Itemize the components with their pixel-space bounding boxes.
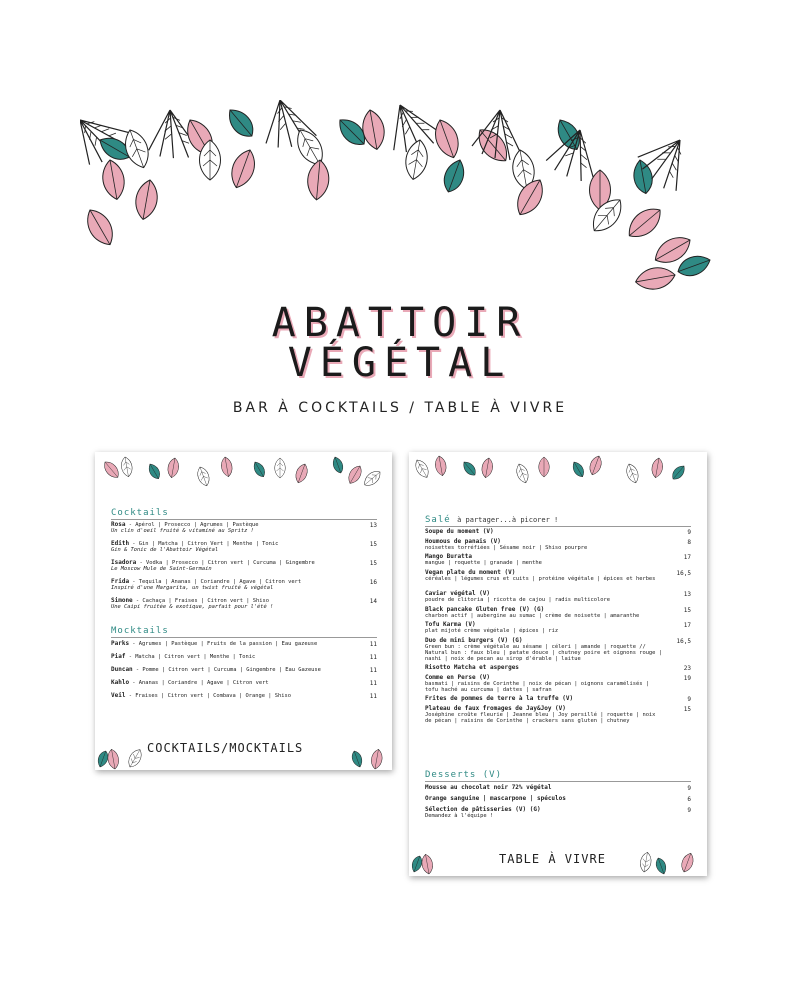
menu-item-price: 23 xyxy=(683,665,691,672)
menu-item-ingredients: - Vodka | Prosecco | Citron vert | Curcuma | Gingembre xyxy=(136,560,315,566)
menu-item-name: Black pancake Gluten free (V) (G) xyxy=(425,605,545,613)
menu-item-price: 16,5 xyxy=(676,637,691,645)
menu-item-price: 13 xyxy=(683,591,691,598)
menu-item-name: Duo de mini burgers (V) (G) xyxy=(425,636,523,644)
menu-item xyxy=(425,529,665,535)
menu-item-description: Joséphine croûte fleurie | Jeanne bleu | Joy persillé | roquette | noix de pécan | raisins de Corinthe | crackers sans gluten | chutney xyxy=(425,711,656,725)
menu-item-name: Rosa xyxy=(111,521,126,528)
menu-item xyxy=(425,785,665,791)
menu-item-description: mangue | roquette | granade | menthe xyxy=(425,560,542,567)
menu-item xyxy=(425,696,665,702)
menu-item xyxy=(425,807,665,820)
card2-foliage-bottom xyxy=(409,822,707,876)
sale-rule xyxy=(425,526,691,527)
hero-foliage-banner xyxy=(80,100,720,300)
menu-item xyxy=(425,591,665,604)
menu-item-price: 15 xyxy=(683,705,691,713)
desserts-rule xyxy=(425,781,691,782)
cocktails-card-footer: COCKTAILS/MOCKTAILS xyxy=(147,741,304,755)
menu-item-name: Houmous de panais (V) xyxy=(425,537,501,545)
menu-item-name: Comme en Perse (V) xyxy=(425,673,491,681)
menu-item-price: 11 xyxy=(369,641,377,648)
foliage-illustration xyxy=(80,100,720,300)
menu-item-description: céréales | légumes crus et cuits | protéine végétale | épices et herbes xyxy=(425,575,656,582)
menu-item xyxy=(425,675,665,694)
menu-item-price: 19 xyxy=(683,674,691,682)
mocktails-section-title: Mocktails xyxy=(111,626,169,636)
menu-item-name: Vegan plate du moment (V) xyxy=(425,568,516,576)
food-menu-card xyxy=(409,452,707,876)
menu-item-name: Parks xyxy=(111,640,130,647)
menu-item xyxy=(111,541,351,554)
menu-item-price: 11 xyxy=(369,654,377,661)
menu-item-ingredients: - Matcha | Citron vert | Menthe | Tonic xyxy=(125,654,256,660)
menu-item-name: Orange sanguine | mascarpone | spéculos xyxy=(425,795,566,802)
menu-item xyxy=(425,539,665,552)
menu-item xyxy=(425,607,665,620)
menu-item-description: Le Moscow Mule de Saint-Germain xyxy=(111,566,212,573)
cocktails-rule xyxy=(111,519,377,520)
menu-item-name: Caviar végétal (V) xyxy=(425,590,491,597)
menu-item-price: 15 xyxy=(369,560,377,567)
menu-item-price: 9 xyxy=(687,696,691,703)
menu-item xyxy=(425,638,665,663)
cocktails-menu-card xyxy=(95,452,392,770)
menu-item-price: 9 xyxy=(687,529,691,536)
desserts-section-title: Desserts (V) xyxy=(425,770,503,780)
menu-item-name: Frida xyxy=(111,578,130,585)
menu-item-description: plat mijoté crème végétale | épices | riz xyxy=(425,628,559,635)
menu-item-description: Un clin d'oeil fruité & vitaminé au Spritz ! xyxy=(111,528,254,535)
menu-item-ingredients: - Ananas | Coriandre | Agave | Citron vert xyxy=(129,680,269,686)
mocktails-rule xyxy=(111,637,377,638)
card-foliage-top xyxy=(95,452,392,512)
menu-item-price: 13 xyxy=(369,522,377,529)
menu-item-price: 9 xyxy=(687,785,691,792)
menu-item-price: 9 xyxy=(687,807,691,814)
menu-item-name: Edith xyxy=(111,540,130,547)
menu-item xyxy=(111,693,351,699)
menu-item-description: basmati | raisins de Corinthe | noix de pécan | oignons caramélisés | tofu haché au curcuma | dattes | safran xyxy=(425,680,649,694)
menu-item-name: Risotto Matcha et asperges xyxy=(425,664,519,671)
menu-item-price: 14 xyxy=(369,598,377,605)
menu-item-price: 15 xyxy=(683,606,691,614)
menu-item-price: 11 xyxy=(369,680,377,687)
menu-item-name: Duncan xyxy=(111,666,133,673)
menu-item xyxy=(111,598,351,611)
menu-item xyxy=(425,665,665,671)
menu-item-price: 11 xyxy=(369,693,377,700)
menu-item-price: 8 xyxy=(687,538,691,546)
menu-item-ingredients: - Agrumes | Pastèque | Fruits de la passion | Eau gazeuse xyxy=(129,641,318,647)
brand-subtitle: BAR À COCKTAILS / TABLE À VIVRE xyxy=(232,400,568,416)
menu-item-price: 6 xyxy=(687,796,691,803)
menu-item-name: Isadora xyxy=(111,559,137,566)
menu-item-ingredients: - Fraises | Citron vert | Combava | Orange | Shiso xyxy=(125,693,291,699)
menu-item xyxy=(111,560,351,573)
menu-item-description: Demandez à l'équipe ! xyxy=(425,813,494,820)
cocktails-section-title: Cocktails xyxy=(111,508,169,518)
menu-item-name: Tofu Karma (V) xyxy=(425,621,476,628)
menu-item xyxy=(425,796,665,802)
menu-item-name: Mousse au chocolat noir 72% végétal xyxy=(425,784,552,791)
menu-item-ingredients: - Cachaça | Fraises | Citron vert | Shiso xyxy=(132,598,269,604)
menu-item-price: 11 xyxy=(369,667,377,674)
menu-item xyxy=(111,667,351,673)
menu-item-name: Plateau de faux fromages de Jay&Joy (V) xyxy=(425,704,566,712)
menu-item-ingredients: - Pomme | Citron vert | Curcuma | Gingembre | Eau Gazeuse xyxy=(132,667,321,673)
menu-item-price: 16,5 xyxy=(676,569,691,577)
menu-item-name: Mango Buratta xyxy=(425,553,472,560)
menu-item-description: Green bun : crème végétale au sésame | céleri | amande | roquette // Natural bun : faux bleu | patate douce | chutney poire et oignons rouge | nashi | noix de pecan au sirop d'érable | laitue xyxy=(425,643,662,663)
menu-item-price: 15 xyxy=(369,541,377,548)
menu-item-price: 17 xyxy=(683,622,691,629)
menu-item-description: noisettes torréfiées | Sésame noir | Shiso pourpre xyxy=(425,544,588,551)
menu-item xyxy=(425,706,665,725)
menu-item-description: poudre de clitoria | ricotta de cajou | radis multicolore xyxy=(425,597,610,604)
menu-item-description: Gin & Tonic de l'Abattoir Végétal xyxy=(111,547,219,554)
menu-item-name: Kahlo xyxy=(111,679,130,686)
menu-item xyxy=(111,579,351,592)
menu-item-price: 16 xyxy=(369,579,377,586)
food-card-footer: TABLE À VIVRE xyxy=(499,852,606,866)
sale-section-subtitle: à partager...à picorer ! xyxy=(457,516,559,524)
sale-section-title: Salé à partager...à picorer ! xyxy=(425,515,559,525)
menu-item-ingredients: - Apérol | Prosecco | Agrumes | Pastèque xyxy=(125,522,259,528)
menu-item-name: Soupe du moment (V) xyxy=(425,528,494,535)
menu-item-description: charbon actif | aubergine au sumac | crème de noisette | amaranthe xyxy=(425,612,640,619)
brand-title-line2: VÉGÉTAL xyxy=(287,340,513,386)
menu-item-name: Sélection de pâtisseries (V) (G) xyxy=(425,806,541,813)
menu-item-description: Une Caipi fruitée & exotique, parfait pour l'été ! xyxy=(111,604,274,611)
menu-item-description: Inspiré d'une Margarita, un twist fruité & végétal xyxy=(111,585,274,592)
menu-item xyxy=(111,522,351,535)
menu-item-name: Veil xyxy=(111,692,126,699)
card2-foliage-top xyxy=(409,452,707,507)
menu-item xyxy=(425,622,665,635)
menu-item xyxy=(111,654,351,660)
menu-item xyxy=(111,641,351,647)
menu-item-name: Frites de pommes de terre à la truffe (V) xyxy=(425,695,574,702)
menu-item xyxy=(111,680,351,686)
menu-item xyxy=(425,554,665,567)
menu-item-name: Piaf xyxy=(111,653,126,660)
menu-item-ingredients: - Tequila | Ananas | Coriandre | Agave | Citron vert xyxy=(129,579,302,585)
menu-item-name: Simone xyxy=(111,597,133,604)
menu-item xyxy=(425,570,665,583)
menu-item-ingredients: - Gin | Matcha | Citron Vert | Menthe | Tonic xyxy=(129,541,279,547)
brand-title-line1: ABATTOIR xyxy=(271,300,529,346)
menu-item-price: 17 xyxy=(683,554,691,561)
